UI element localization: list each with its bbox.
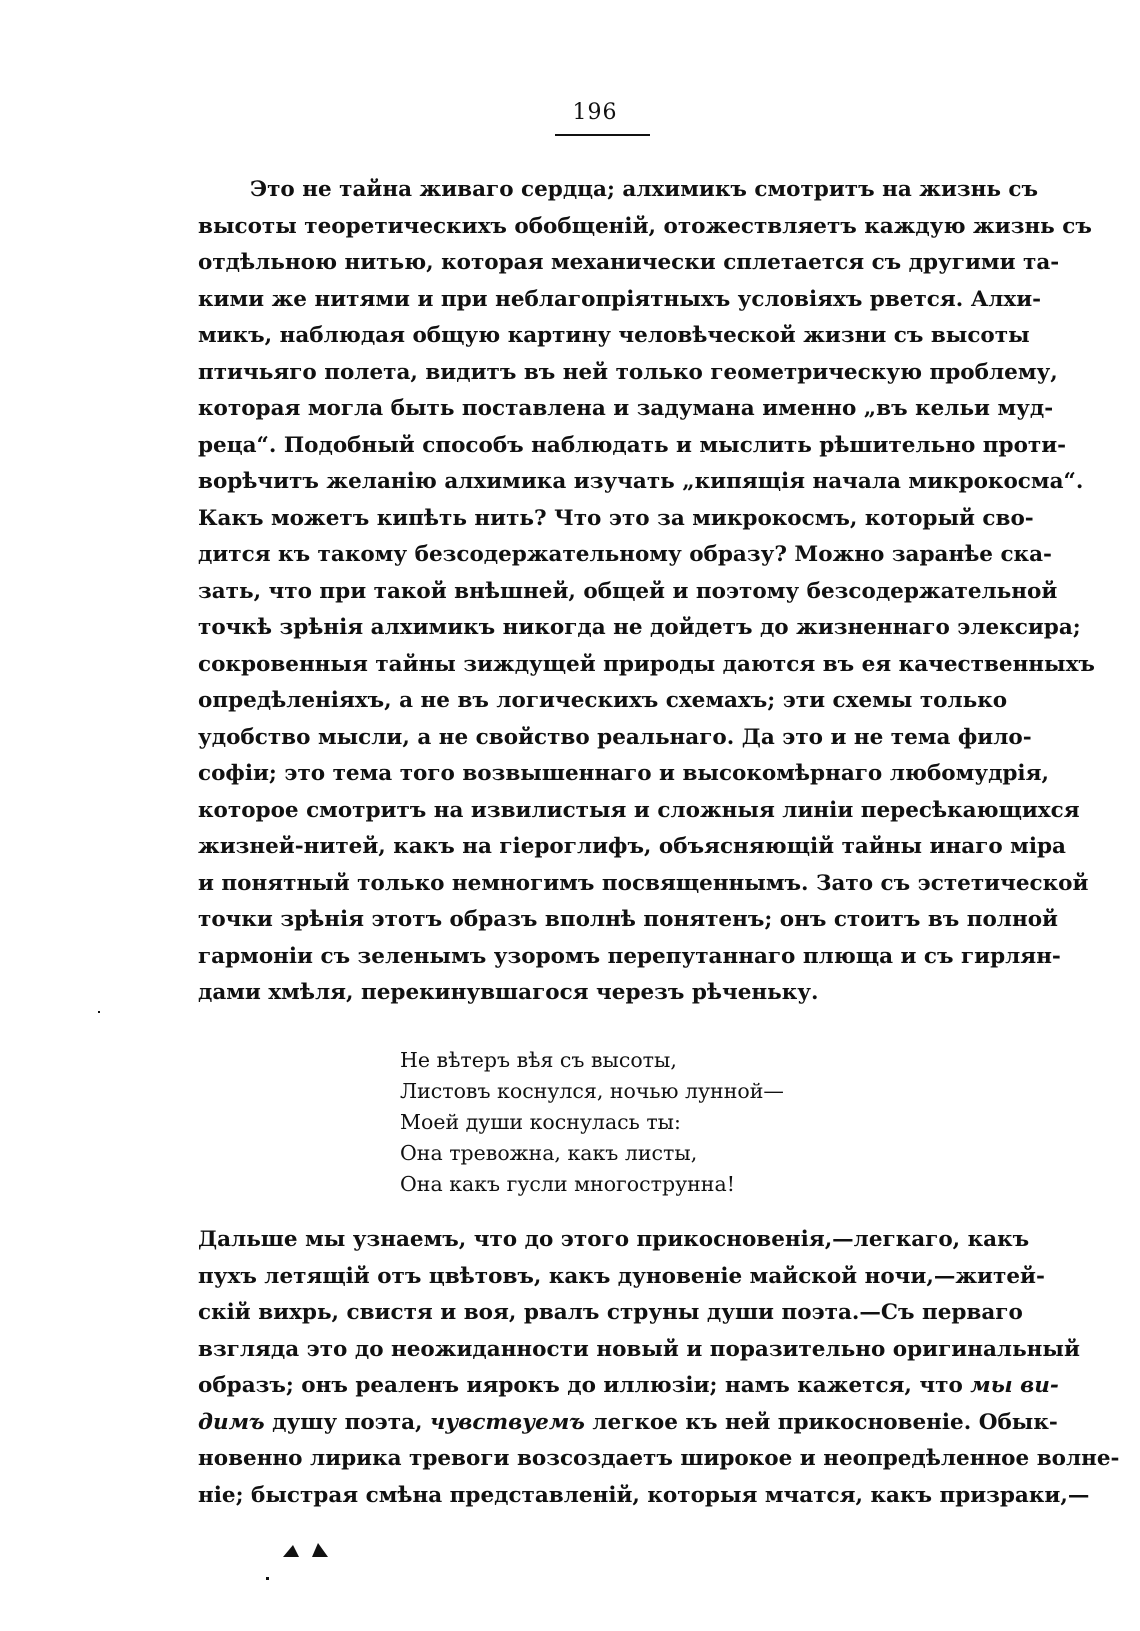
text-line: сокровенныя тайны зиждущей природы даются въ ея качественныхъ [198,651,1095,677]
text-line: дами хмѣля, перекинувшагося черезъ рѣченьку. [198,980,819,1005]
text-line: Это не тайна живаго сердца; алхимикъ смотритъ на жизнь съ [250,177,1039,202]
text-line: точкѣ зрѣнія алхимикъ никогда не дойдетъ до жизненнаго элексира; [198,615,1081,640]
text-line: новенно лирика тревоги возсоздаетъ широкое и неопредѣленное волне- [198,1446,1120,1471]
text-line: микъ, наблюдая общую картину человѣческой жизни съ высоты [198,323,1030,348]
poem-stanza [400,1045,820,1200]
text-line: птичьяго полета, видитъ въ ней только геометрическую проблему, [198,359,1058,385]
text-run: легкое къ ней прикосновеніе. Обык- [584,1409,1058,1435]
poem-line: Моей души коснулась ты: [400,1110,681,1134]
text-line: которая могла быть поставлена и задумана именно „въ кельи муд- [198,396,1054,421]
paragraph-alchemist [198,172,1095,1012]
text-line: высоты теоретическихъ обобщеній, отожествляетъ каждую жизнь съ [198,213,1092,239]
text-line: взгляда это до неожиданности новый и поразительно оригинальный [198,1336,1080,1362]
scan-speck [98,1011,100,1013]
text-run: душу поэта, [264,1409,430,1435]
poem-line: Она тревожна, какъ листы, [400,1141,698,1165]
italic-text: чувствуемъ [429,1409,585,1435]
text-line: ворѣчитъ желанію алхимика изучать „кипящія начала микрокосма“. [198,469,1084,494]
text-run: образъ; онъ реаленъ иярокъ до иллюзіи; намъ кажется, что [198,1373,971,1398]
text-line: пухъ летящій отъ цвѣтовъ, какъ дуновеніе майской ночи,—житей- [198,1263,1045,1289]
poem-line: Листовъ коснулся, ночью лунной— [400,1079,784,1103]
italic-text: димъ [198,1409,265,1435]
text-line: которое смотритъ на извилистыя и сложныя линіи пересѣкающихся [198,797,1080,823]
text-line: удобство мысли, а не свойство реальнаго. Да это и не тема фило- [198,724,1032,750]
text-line: точки зрѣнія этотъ образъ вполнѣ понятенъ; онъ стоитъ въ полной [198,907,1058,932]
text-line: реца“. Подобный способъ наблюдать и мыслить рѣшительно проти- [198,432,1067,458]
scan-mark-right [312,1543,328,1557]
text-line [198,1405,1058,1442]
scan-speck [266,1577,269,1580]
page-number-rule [555,134,650,136]
text-line: отдѣльною нитью, которая механически сплетается съ другими та- [198,250,1060,275]
text-line: софіи; это тема того возвышеннаго и высокомѣрнаго любомудрія, [198,761,1049,786]
text-line [198,1368,1059,1405]
text-line: дится къ такому безсодержательному образу? Можно заранѣе ска- [198,542,1052,567]
text-line: опредѣленіяхъ, а не въ логическихъ схемахъ; эти схемы только [198,688,1008,713]
page-number: 196 [572,100,618,125]
text-line: Дальше мы узнаемъ, что до этого прикосновенія,—легкаго, какъ [198,1227,1030,1252]
poem-line: Не вѣтеръ вѣя съ высоты, [400,1048,677,1072]
poem-line: Она какъ гусли многострунна! [400,1172,735,1196]
text-line: жизней-нитей, какъ на гіероглифъ, объясняющій тайны инаго міра [198,834,1066,859]
italic-text: мы ви- [970,1373,1059,1398]
text-line: скій вихрь, свистя и воя, рвалъ струны души поэта.—Съ перваго [198,1300,1023,1325]
text-line: ніе; быстрая смѣна представленій, которыя мчатся, какъ призраки,— [198,1482,1090,1508]
text-line: Какъ можетъ кипѣть нить? Что это за микрокосмъ, который сво- [198,505,1034,531]
text-line: кими же нитями и при неблагопріятныхъ условіяхъ рвется. Алхи- [198,286,1042,312]
paragraph-lyric-anxiety [198,1222,1120,1514]
text-line: и понятный только немногимъ посвященнымъ. Зато съ эстетической [198,870,1089,896]
text-line: зать, что при такой внѣшней, общей и поэтому безсодержательной [198,578,1058,604]
text-line: гармоніи съ зеленымъ узоромъ перепутаннаго плюща и съ гирлян- [198,943,1061,969]
scan-mark-left [283,1545,299,1557]
